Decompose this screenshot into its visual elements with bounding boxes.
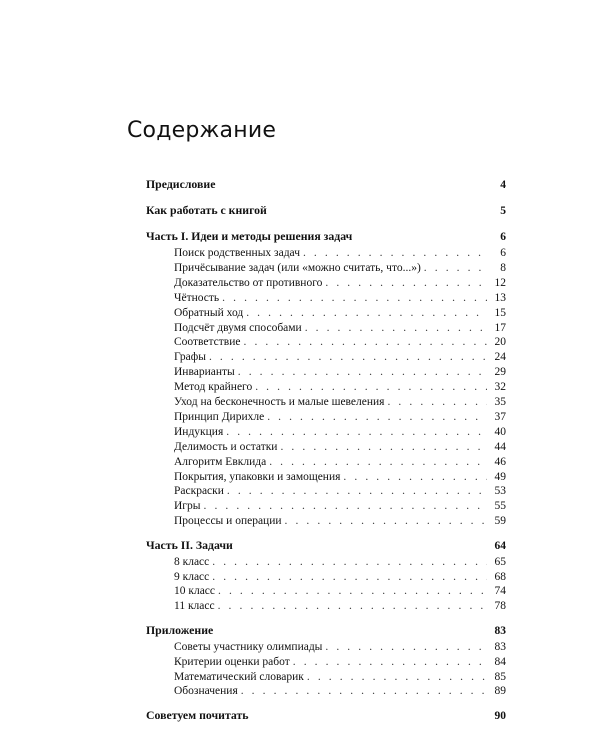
toc-entry-label: Индукция — [174, 425, 224, 438]
toc-entry-label: Делимость и остатки — [174, 440, 278, 453]
toc-entry[interactable] — [174, 513, 506, 529]
toc-entry-page: 13 — [494, 291, 506, 304]
toc-section[interactable] — [146, 202, 506, 218]
toc-entry-page: 44 — [494, 440, 506, 453]
toc-entry-page: 35 — [494, 396, 506, 408]
toc-entry[interactable] — [174, 364, 506, 380]
toc-entry-label: Обозначения — [174, 685, 238, 698]
toc-entry-label: Советы участнику олимпиады — [174, 640, 323, 653]
toc-section-page: 83 — [494, 624, 506, 637]
leader-dots — [222, 290, 487, 306]
leader-dots — [212, 569, 487, 585]
toc-entry[interactable] — [174, 275, 506, 291]
toc-entry-page: 17 — [494, 321, 506, 334]
leader-dots — [204, 498, 488, 514]
toc-entry[interactable] — [174, 554, 506, 570]
toc-entry[interactable] — [174, 498, 506, 514]
toc-entry[interactable] — [174, 260, 506, 276]
toc-entry[interactable] — [174, 583, 506, 599]
toc-entry-label: Графы — [174, 351, 206, 364]
toc-entry-page: 24 — [494, 351, 506, 364]
leader-dots — [226, 424, 487, 440]
toc-entry-label: 9 класс — [174, 570, 210, 583]
toc-entry[interactable] — [174, 349, 506, 365]
leader-dots — [424, 260, 487, 276]
toc-section-page: 6 — [500, 231, 506, 243]
leader-dots — [218, 583, 487, 599]
toc-entry-page: 6 — [500, 247, 506, 259]
toc-entry-label: Алгоритм Евклида — [174, 455, 267, 468]
toc-section-label: Часть I. Идеи и методы решения задач — [146, 229, 353, 243]
toc-entry-page: 29 — [494, 366, 506, 379]
leader-dots — [244, 334, 488, 350]
leader-dots — [246, 305, 487, 321]
leader-dots — [325, 639, 487, 655]
toc-entry-label: Уход на бесконечность и малые шевеления — [174, 396, 385, 408]
toc-section-label: Как работать с книгой — [146, 203, 267, 217]
leader-dots — [343, 469, 487, 485]
toc-entry-label: Критерии оценки работ — [174, 655, 290, 668]
toc-entry-label: Метод крайнего — [174, 381, 253, 394]
toc-entry-page: 20 — [494, 336, 506, 349]
leader-dots — [387, 394, 487, 410]
toc-entry[interactable] — [174, 569, 506, 585]
toc-entry-page: 49 — [494, 470, 506, 483]
toc-entry-label: Игры — [174, 500, 201, 513]
toc-entry-label: Принцип Дирихле — [174, 410, 265, 423]
toc-entry-label: Доказательство от противного — [174, 276, 323, 289]
leader-dots — [255, 379, 487, 395]
toc-entry[interactable] — [174, 379, 506, 395]
toc-section-label: Советуем почитать — [146, 707, 249, 722]
toc-entry-label: Раскраски — [174, 485, 224, 498]
toc-entry-label: Чётность — [174, 291, 220, 304]
leader-dots — [293, 654, 487, 670]
toc-entry[interactable] — [174, 245, 506, 261]
leader-dots — [325, 275, 487, 291]
toc-section-label: Предисловие — [146, 177, 216, 191]
toc-section-page: 90 — [494, 709, 506, 722]
toc-entry-page: 37 — [494, 410, 506, 423]
toc-entry-page: 40 — [494, 425, 506, 438]
toc-entry-label: 10 класс — [174, 585, 216, 598]
toc-section-page: 5 — [500, 205, 506, 217]
toc-entry-label: Инварианты — [174, 366, 235, 379]
toc-section-label: Часть II. Задачи — [146, 537, 233, 552]
leader-dots — [269, 454, 487, 470]
page-title: Содержание — [127, 118, 277, 143]
toc-section[interactable] — [146, 537, 506, 553]
toc-entry[interactable] — [174, 439, 506, 455]
toc-entry-page: 55 — [494, 500, 506, 513]
toc-entry[interactable] — [174, 669, 506, 685]
toc-section[interactable] — [146, 176, 506, 192]
leader-dots — [238, 364, 487, 380]
toc-entry-page: 15 — [494, 306, 506, 319]
toc-entry[interactable] — [174, 424, 506, 440]
toc-entry-page: 74 — [494, 585, 506, 598]
toc-entry-page: 85 — [494, 670, 506, 683]
toc-entry-page: 83 — [494, 640, 506, 653]
leader-dots — [267, 409, 487, 425]
toc-entry[interactable] — [174, 683, 506, 699]
toc-entry-label: Причёсывание задач (или «можно считать, что...») — [174, 261, 421, 274]
toc-section[interactable] — [146, 622, 506, 638]
toc-entry[interactable] — [174, 394, 506, 410]
toc-entry-page: 59 — [494, 515, 506, 528]
toc-section[interactable] — [146, 707, 506, 723]
leader-dots — [218, 598, 487, 614]
toc-entry-page: 89 — [494, 685, 506, 698]
toc-section-label: Приложение — [146, 622, 214, 637]
toc-entry-label: Математический словарик — [174, 670, 304, 683]
toc-entry-label: Соответствие — [174, 336, 241, 349]
leader-dots — [303, 245, 487, 261]
toc-entry-page: 46 — [494, 455, 506, 468]
toc-entry-label: Процессы и операции — [174, 515, 282, 528]
toc-entry-label: 8 класс — [174, 555, 210, 568]
toc-section[interactable] — [146, 228, 506, 244]
toc-entry-page: 84 — [494, 655, 506, 668]
toc-entry[interactable] — [174, 639, 506, 655]
toc-entry-page: 32 — [494, 381, 506, 394]
toc-entry-label: Поиск родственных задач — [174, 247, 300, 259]
toc-section-page: 4 — [500, 179, 506, 191]
toc-entry[interactable] — [174, 334, 506, 350]
toc-section-page: 64 — [494, 539, 506, 552]
toc-entry-label: 11 класс — [174, 600, 215, 613]
toc-entry-label: Покрытия, упаковки и замощения — [174, 470, 341, 483]
toc-entry[interactable] — [174, 483, 506, 499]
toc-entry[interactable] — [174, 654, 506, 670]
leader-dots — [241, 683, 487, 699]
leader-dots — [307, 669, 487, 685]
leader-dots — [305, 320, 487, 336]
leader-dots — [285, 513, 487, 529]
toc-entry-page: 8 — [500, 261, 506, 274]
leader-dots — [212, 554, 487, 570]
toc-entry[interactable] — [174, 320, 506, 336]
toc-entry-page: 53 — [494, 485, 506, 498]
toc-entry-page: 78 — [494, 600, 506, 613]
toc-entry[interactable] — [174, 454, 506, 470]
toc-entry-page: 65 — [494, 555, 506, 568]
toc-entry-label: Подсчёт двумя способами — [174, 321, 302, 334]
toc-entry-label: Обратный ход — [174, 306, 244, 319]
toc-entry-page: 68 — [494, 570, 506, 583]
leader-dots — [209, 349, 487, 365]
toc-entry[interactable] — [174, 409, 506, 425]
toc-entry[interactable] — [174, 598, 506, 614]
leader-dots — [227, 483, 487, 499]
toc-entry-page: 12 — [494, 276, 506, 289]
toc-entry[interactable] — [174, 290, 506, 306]
toc-entry[interactable] — [174, 305, 506, 321]
toc-entry[interactable] — [174, 469, 506, 485]
leader-dots — [280, 439, 487, 455]
